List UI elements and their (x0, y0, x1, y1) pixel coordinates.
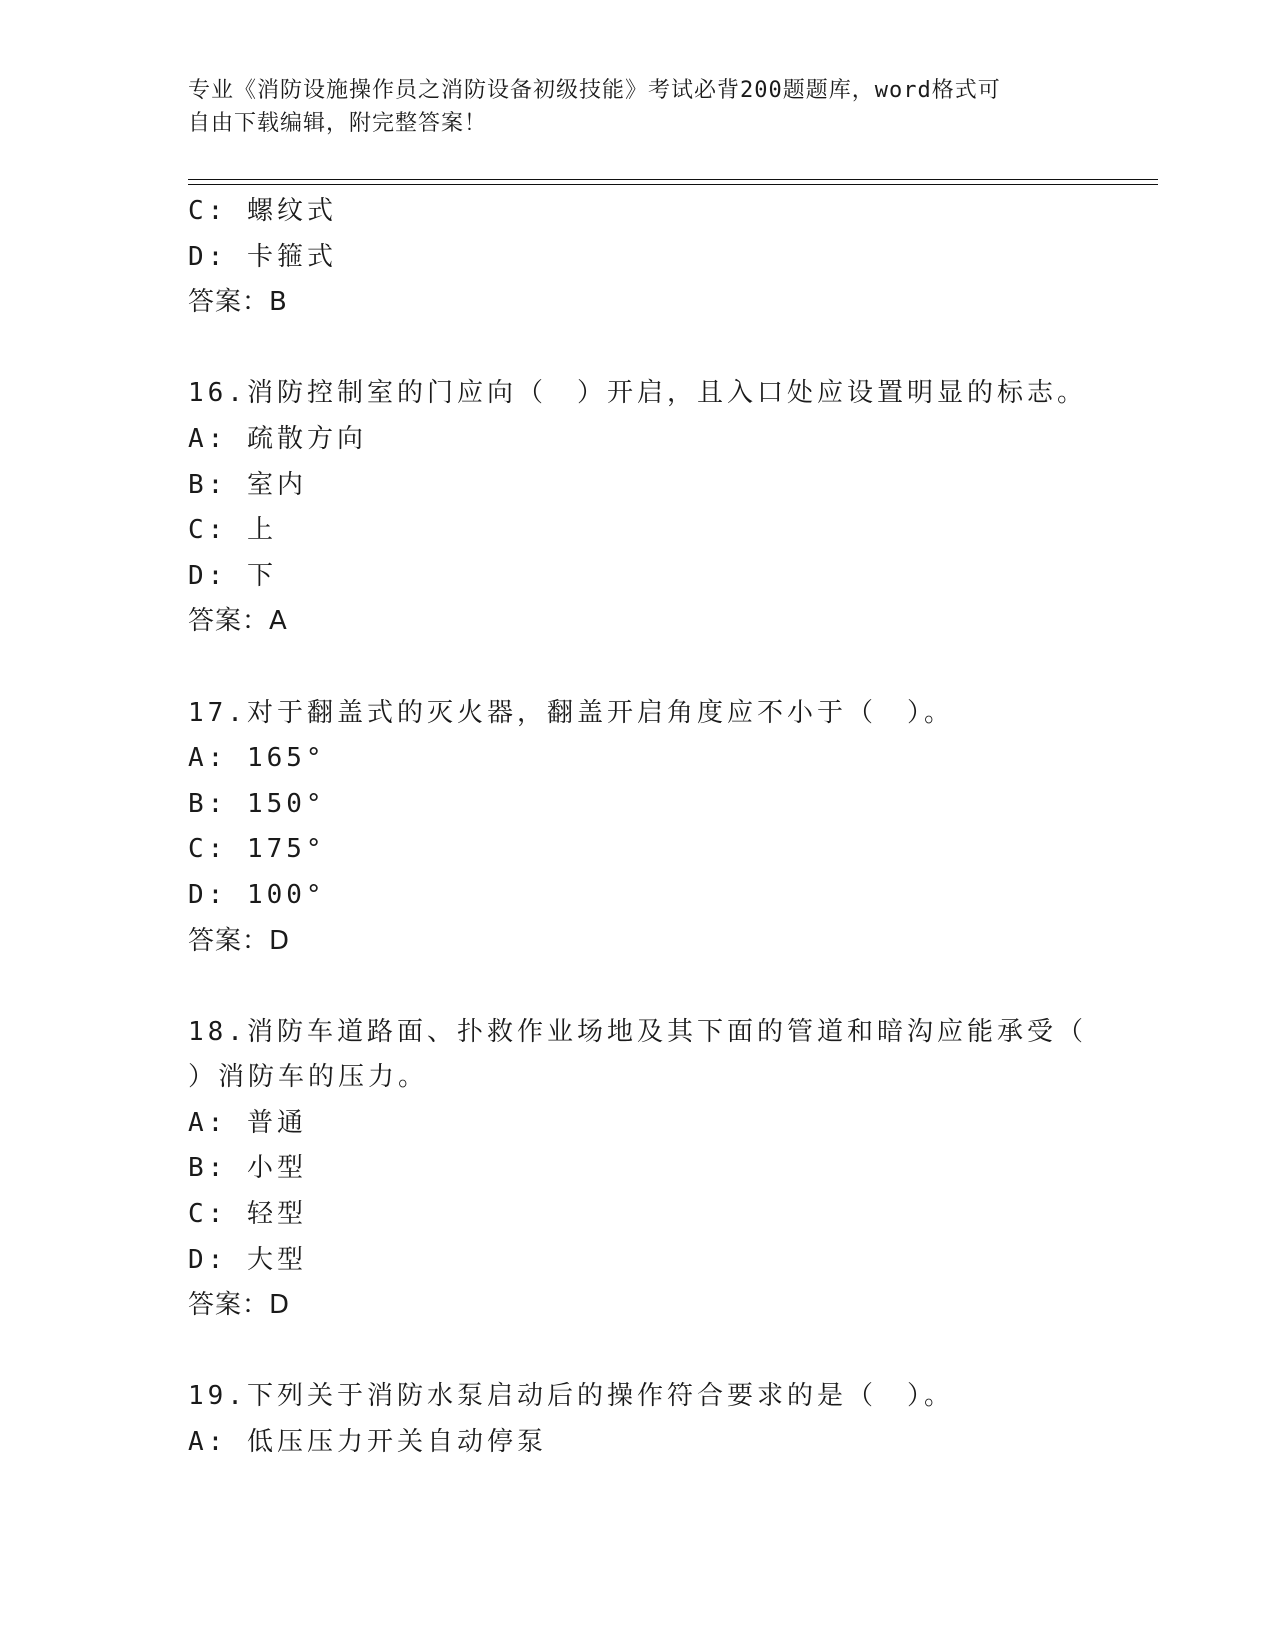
question-17 (188, 691, 1158, 965)
answer-label: 答案：D (188, 1290, 291, 1321)
document-header (188, 74, 1088, 140)
question-stem: 16.消防控制室的门应向（ ）开启，且入口处应设置明显的标志。 (188, 378, 1087, 409)
question-18 (188, 1010, 1158, 1329)
option-d: D: 卡箍式 (188, 241, 337, 272)
spacer (188, 1329, 1158, 1375)
answer-label: 答案：D (188, 925, 291, 956)
question-16 (188, 371, 1158, 645)
header-line-2: 自由下载编辑，附完整答案！ (188, 111, 488, 136)
option-b: B: 室内 (188, 469, 307, 500)
option-d: D: 下 (188, 560, 277, 591)
option-b: B: 小型 (188, 1153, 307, 1184)
option-c: C: 螺纹式 (188, 196, 337, 226)
question-stem: 17.对于翻盖式的灭火器，翻盖开启角度应不小于（ ）。 (188, 697, 954, 728)
spacer (188, 326, 1158, 372)
question-list (188, 189, 1158, 1466)
option-b: B: 150° (188, 788, 326, 819)
answer-label: 答案：B (188, 287, 288, 318)
question-stem-line-1: 18.消防车道路面、扑救作业场地及其下面的管道和暗沟应能承受（ (188, 1016, 1087, 1047)
option-a: A: 普通 (188, 1107, 307, 1138)
question-stem-line-2: ）消防车的压力。 (188, 1062, 429, 1093)
answer-label: 答案：A (188, 606, 288, 637)
header-divider-top (188, 179, 1158, 180)
option-c: C: 上 (188, 515, 277, 546)
header-divider-bottom (188, 184, 1158, 185)
option-c: C: 轻型 (188, 1199, 307, 1230)
option-d: D: 100° (188, 879, 326, 910)
option-a: A: 低压压力开关自动停泵 (188, 1427, 547, 1458)
question-15-tail (188, 189, 1158, 326)
header-line-1: 专业《消防设施操作员之消防设备初级技能》考试必背200题题库，word格式可 (188, 78, 1001, 103)
option-a: A: 165° (188, 743, 326, 774)
option-c: C: 175° (188, 834, 326, 865)
spacer (188, 645, 1158, 691)
option-d: D: 大型 (188, 1244, 307, 1275)
option-a: A: 疏散方向 (188, 423, 367, 454)
question-19 (188, 1374, 1158, 1465)
question-stem: 19.下列关于消防水泵启动后的操作符合要求的是（ ）。 (188, 1381, 954, 1412)
spacer (188, 964, 1158, 1010)
